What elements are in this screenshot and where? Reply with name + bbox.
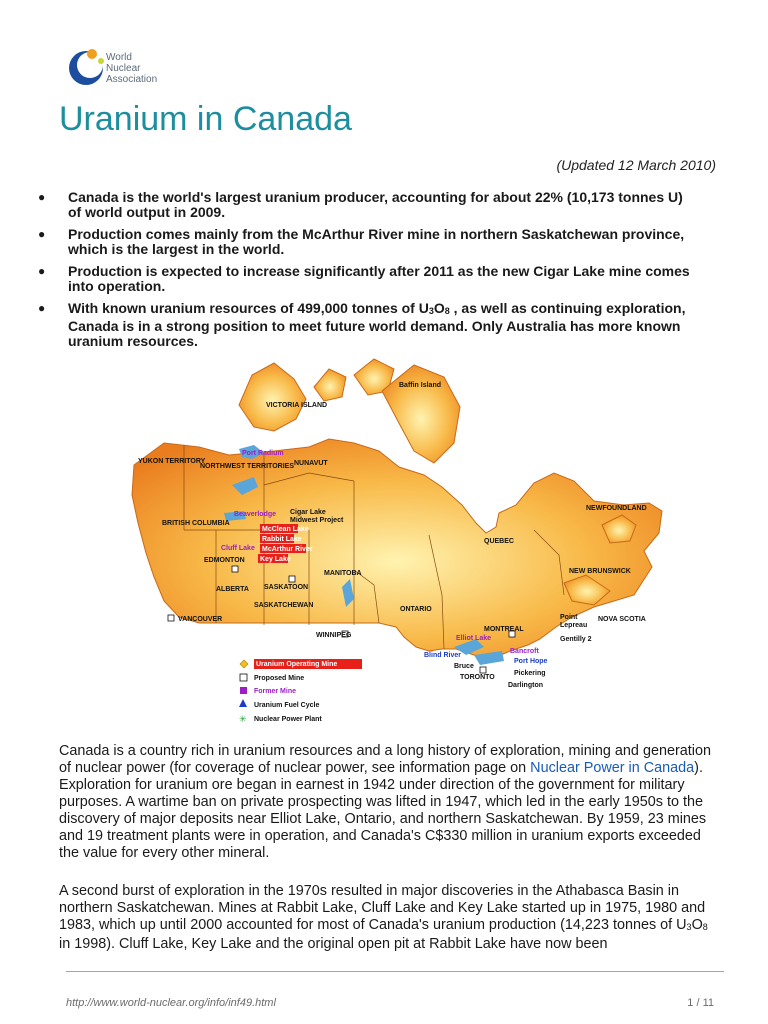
legend-proposed-label: Proposed Mine: [254, 675, 305, 682]
map-label-victoria: VICTORIA ISLAND: [266, 402, 328, 409]
map-site-cluff: Cluff Lake: [221, 545, 255, 552]
map-label-vancouver: VANCOUVER: [178, 616, 223, 623]
map-label-ontario: ONTARIO: [400, 606, 432, 613]
map-label-winnipeg: WINNIPEG: [316, 632, 352, 639]
intro-paragraph: Canada is a country rich in uranium resources and a long history of exploration, mining and generation of nuclear power (for coverage of nuclear power, see information page on Nuclear Power in Canada). Exploration for uranium ore began in earnest in 1942 under direction of the government for military purposes. A wartime ban on private prospecting was lifted in 1947, which led in the early 1950s to the discovery of major deposits near Elliot Lake, Ontario, and northern Saskatchewan. By 1959, 23 mines and 19 treatment plants were in operation, and Canada's C$330 million in uranium exports exceeded the value for every other mineral.: [59, 743, 711, 861]
logo-line-2: Nuclear: [106, 63, 141, 74]
legend-nuclear-icon: ✳: [239, 715, 247, 725]
map-site-rabbit: Rabbit Lake: [262, 536, 302, 543]
logo-line-1: World: [106, 52, 132, 63]
map-site-blind-river: Blind River: [424, 652, 461, 659]
map-label-yukon: YUKON TERRITORY: [138, 458, 206, 465]
map-label-nunavut: NUNAVUT: [294, 460, 328, 467]
wna-logo-icon: [66, 44, 106, 88]
map-site-midwest: Midwest Project: [290, 517, 344, 524]
legend-nuclear-label: Nuclear Power Plant: [254, 716, 322, 723]
map-site-bruce: Bruce: [454, 663, 474, 670]
map-label-toronto: TORONTO: [460, 674, 495, 681]
legend-proposed-icon: [240, 674, 247, 681]
nuclear-power-canada-link[interactable]: Nuclear Power in Canada: [530, 760, 695, 776]
legend-operating-label: Uranium Operating Mine: [256, 661, 338, 668]
footer-url: http://www.world-nuclear.org/info/inf49.html: [66, 997, 276, 1009]
map-label-bc: BRITISH COLUMBIA: [162, 520, 230, 527]
map-site-mcclean: McClean Lake: [262, 526, 309, 533]
map-label-new-brunswick: NEW BRUNSWICK: [569, 568, 631, 575]
bullet-icon: ●: [38, 227, 46, 241]
map-site-point-lepreau-2: Lepreau: [560, 622, 588, 629]
map-label-saskatoon: SASKATOON: [264, 584, 309, 591]
bullet-icon: ●: [38, 190, 46, 204]
key-point: ● Canada is the world's largest uranium producer, accounting for about 22% (10,173 tonnes U) of world output in 2009.: [38, 189, 683, 220]
legend-operating-icon: [240, 660, 248, 668]
map-site-elliot: Elliot Lake: [456, 635, 492, 642]
map-legend: [239, 659, 362, 725]
updated-date: (Updated 12 March 2010): [556, 157, 716, 173]
map-label-quebec: QUEBEC: [484, 538, 514, 545]
key-point: ● With known uranium resources of 499,000 tonnes of $U_3O_8$ , as well as continuing exploration, Canada is in a strong position to meet future world demand. Only Australia has more known uranium resources.: [38, 300, 686, 349]
map-site-key: Key Lake: [260, 556, 291, 563]
history-paragraph: A second burst of exploration in the 1970s resulted in major discoveries in the Athabasca Basin in northern Saskatchewan. Mines at Rabbit Lake, Cluff Lake and Key Lake started up in 1975, 1980 and 1983, which up until 2000 accounted for most of Canada's uranium production (14,223 tonnes of $U_3O_8$ in 1998). Cluff Lake, Key Lake and the original open pit at Rabbit Lake have now been: [59, 883, 708, 952]
map-site-beaverlodge: Beaverlodge: [234, 511, 277, 518]
map-label-montreal: MONTREAL: [484, 626, 524, 633]
map-site-cigar-lake: Cigar Lake: [290, 509, 326, 516]
page-number: 1 / 11: [687, 997, 714, 1009]
map-label-nova-scotia: NOVA SCOTIA: [598, 616, 646, 623]
bullet-icon: ●: [38, 264, 46, 278]
bullet-icon: ●: [38, 301, 46, 315]
map-label-alberta: ALBERTA: [216, 586, 249, 593]
map-site-port-radium: Port Radium: [242, 450, 284, 457]
map-label-saskatchewan: SASKATCHEWAN: [254, 602, 314, 609]
map-label-nwt: NORTHWEST TERRITORIES: [200, 463, 294, 470]
legend-fuel-cycle-icon: [239, 699, 247, 707]
footer-divider: [66, 971, 724, 972]
map-site-port-hope: Port Hope: [514, 658, 548, 665]
key-point: ● Production comes mainly from the McArthur River mine in northern Saskatchewan province, which is the largest in the world.: [38, 226, 685, 257]
canada-uranium-map: [124, 355, 664, 735]
legend-former-icon: [240, 687, 247, 694]
map-site-gentilly: Gentilly 2: [560, 636, 592, 643]
map-label-manitoba: MANITOBA: [324, 570, 362, 577]
map-site-mcarthur: McArthur River: [262, 546, 313, 553]
map-site-point-lepreau-1: Point: [560, 614, 578, 621]
page-title: Uranium in Canada: [59, 100, 352, 138]
map-label-baffin: Baffin Island: [399, 382, 442, 389]
map-site-bancroft: Bancroft: [510, 648, 539, 655]
map-site-pickering: Pickering: [514, 670, 546, 677]
key-points-list: [38, 190, 698, 356]
logo-line-3: Association: [106, 74, 158, 85]
map-label-newfoundland: NEWFOUNDLAND: [586, 505, 647, 512]
wna-logo: [66, 44, 176, 88]
legend-former-label: Former Mine: [254, 688, 297, 695]
legend-fuel-cycle-label: Uranium Fuel Cycle: [254, 702, 320, 709]
key-point: ● Production is expected to increase significantly after 2011 as the new Cigar Lake mine comes into operation.: [38, 263, 690, 294]
map-site-darlington: Darlington: [508, 682, 543, 689]
map-label-edmonton: EDMONTON: [204, 557, 245, 564]
